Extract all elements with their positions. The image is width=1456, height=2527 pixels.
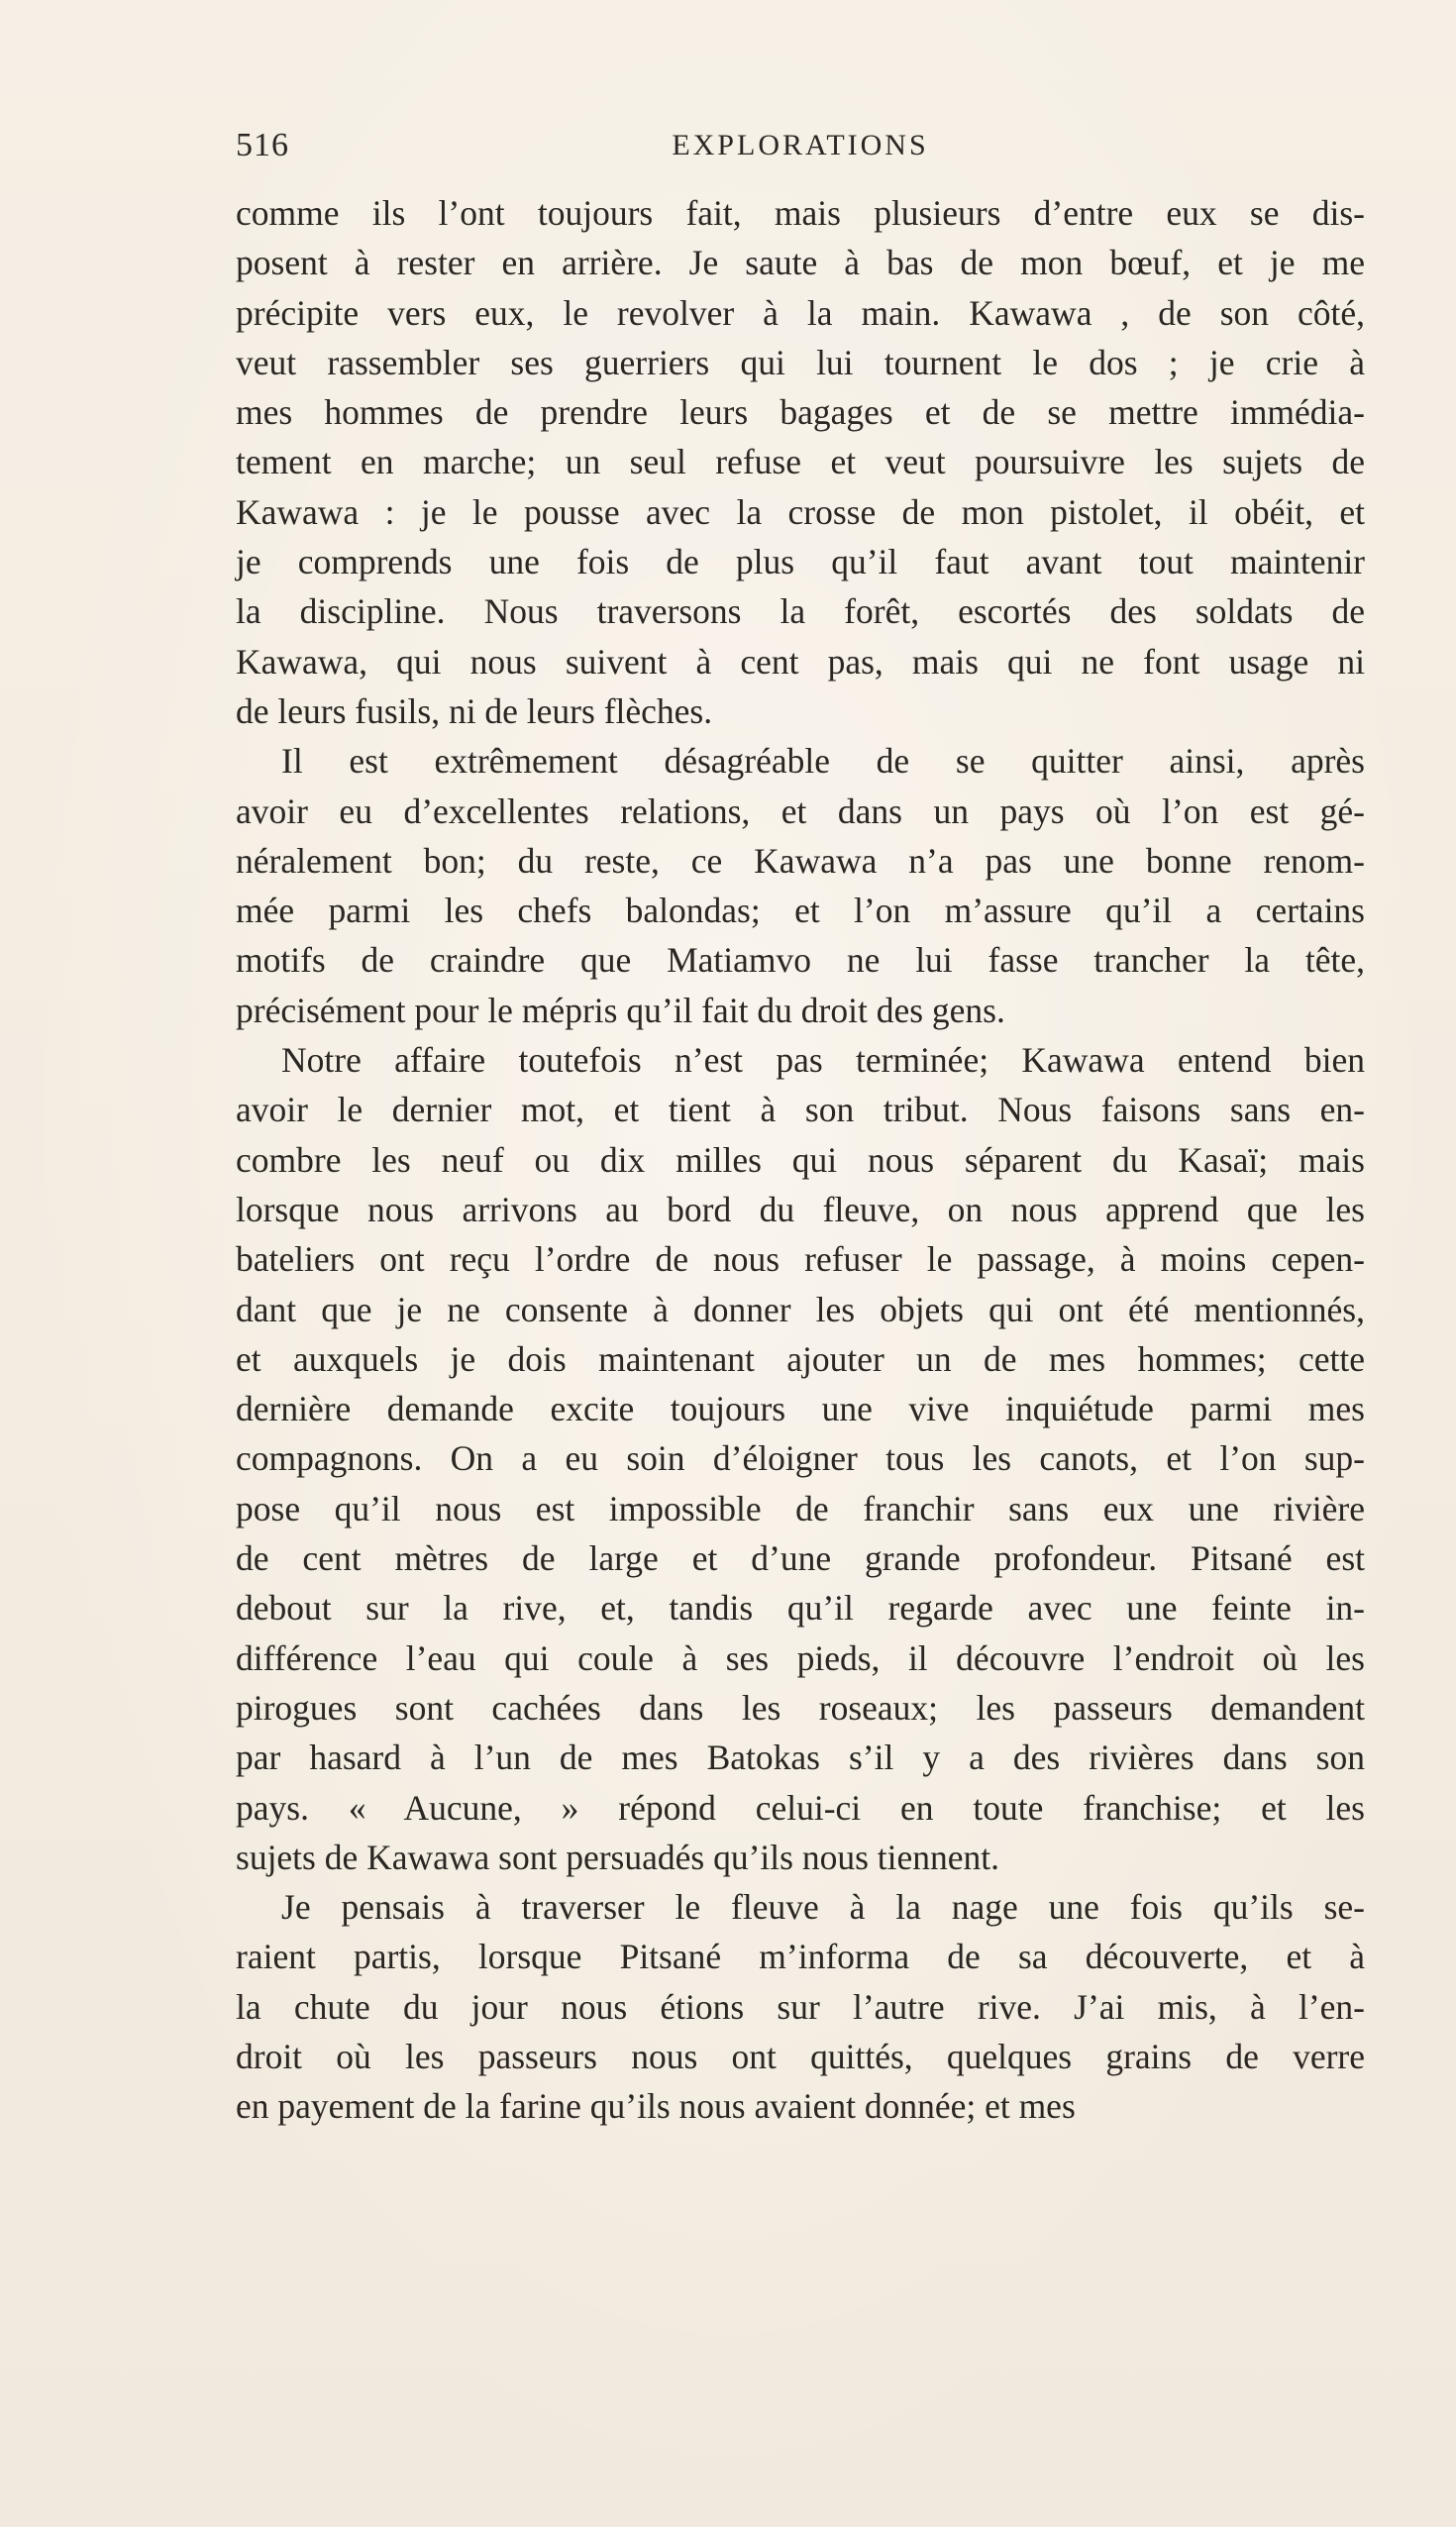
text-line: mes hommes de prendre leurs bagages et de se mettre immédia- bbox=[236, 392, 1365, 433]
text-line: dernière demande excite toujours une vive inquiétude parmi mes bbox=[236, 1389, 1365, 1429]
text-line: compagnons. On a eu soin d’éloigner tous les canots, et l’on sup- bbox=[236, 1438, 1365, 1479]
text-line: Notre affaire toutefois n’est pas terminée; Kawawa entend bien bbox=[281, 1040, 1365, 1081]
text-line: avoir le dernier mot, et tient à son tribut. Nous faisons sans en- bbox=[236, 1090, 1365, 1130]
text-line: je comprends une fois de plus qu’il faut avant tout maintenir bbox=[236, 542, 1365, 582]
text-line: par hasard à l’un de mes Batokas s’il y a des rivières dans son bbox=[236, 1737, 1365, 1778]
text-line: avoir eu d’excellentes relations, et dans un pays où l’on est gé- bbox=[236, 790, 1365, 831]
text-line: de cent mètres de large et d’une grande profondeur. Pitsané est bbox=[236, 1538, 1365, 1579]
text-line: droit où les passeurs nous ont quittés, quelques grains de verre bbox=[236, 2036, 1365, 2076]
text-line: différence l’eau qui coule à ses pieds, il découvre l’endroit où les bbox=[236, 1637, 1365, 1678]
text-line: et auxquels je dois maintenant ajouter un de mes hommes; cette bbox=[236, 1338, 1365, 1379]
text-line: bateliers ont reçu l’ordre de nous refuser le passage, à moins cepen- bbox=[236, 1239, 1365, 1280]
text-line: Il est extrêmement désagréable de se quitter ainsi, après bbox=[281, 741, 1365, 782]
text-line: lorsque nous arrivons au bord du fleuve, on nous apprend que les bbox=[236, 1189, 1365, 1229]
text-line: en payement de la farine qu’ils nous avaient donnée; et mes bbox=[236, 2086, 1076, 2127]
paragraph bbox=[236, 1035, 1365, 1882]
page-number: 516 bbox=[236, 127, 289, 163]
text-line: Kawawa : je le pousse avec la crosse de mon pistolet, il obéit, et bbox=[236, 491, 1365, 532]
text-line: combre les neuf ou dix milles qui nous séparent du Kasaï; mais bbox=[236, 1139, 1365, 1180]
paragraph bbox=[236, 736, 1365, 1035]
text-line: précipite vers eux, le revolver à la main. Kawawa , de son côté, bbox=[236, 292, 1365, 333]
text-line: pose qu’il nous est impossible de franchir sans eux une rivière bbox=[236, 1488, 1365, 1528]
text-line: pirogues sont cachées dans les roseaux; les passeurs demandent bbox=[236, 1687, 1365, 1728]
text-line: dant que je ne consente à donner les objets qui ont été mentionnés, bbox=[236, 1289, 1365, 1329]
text-line: tement en marche; un seul refuse et veut poursuivre les sujets de bbox=[236, 442, 1365, 482]
text-line: raient partis, lorsque Pitsané m’informa de sa découverte, et à bbox=[236, 1937, 1365, 1977]
text-line: mée parmi les chefs balondas; et l’on m’assure qu’il a certains bbox=[236, 891, 1365, 931]
body-text bbox=[236, 188, 1365, 2132]
text-line: comme ils l’ont toujours fait, mais plusieurs d’entre eux se dis- bbox=[236, 193, 1365, 233]
text-line: Kawawa, qui nous suivent à cent pas, mais qui ne font usage ni bbox=[236, 641, 1365, 682]
running-title: EXPLORATIONS bbox=[672, 129, 929, 161]
text-line: motifs de craindre que Matiamvo ne lui fasse trancher la tête, bbox=[236, 940, 1365, 981]
text-line: néralement bon; du reste, ce Kawawa n’a pas une bonne renom- bbox=[236, 840, 1365, 881]
paragraph bbox=[236, 1882, 1365, 2131]
text-line: posent à rester en arrière. Je saute à bas de mon bœuf, et je me bbox=[236, 243, 1365, 283]
text-line: précisément pour le mépris qu’il fait du droit des gens. bbox=[236, 990, 1005, 1030]
text-line: de leurs fusils, ni de leurs flèches. bbox=[236, 690, 713, 731]
paragraph bbox=[236, 188, 1365, 736]
text-line: sujets de Kawawa sont persuadés qu’ils nous tiennent. bbox=[236, 1837, 999, 1877]
text-line: la discipline. Nous traversons la forêt, escortés des soldats de bbox=[236, 591, 1365, 632]
text-line: veut rassembler ses guerriers qui lui tournent le dos ; je crie à bbox=[236, 342, 1365, 382]
text-line: Je pensais à traverser le fleuve à la nage une fois qu’ils se- bbox=[281, 1887, 1365, 1928]
text-line: la chute du jour nous étions sur l’autre rive. J’ai mis, à l’en- bbox=[236, 1986, 1365, 2027]
text-line: debout sur la rive, et, tandis qu’il regarde avec une feinte in- bbox=[236, 1588, 1365, 1629]
text-line: pays. « Aucune, » répond celui-ci en toute franchise; et les bbox=[236, 1787, 1365, 1828]
running-header bbox=[236, 127, 1365, 174]
